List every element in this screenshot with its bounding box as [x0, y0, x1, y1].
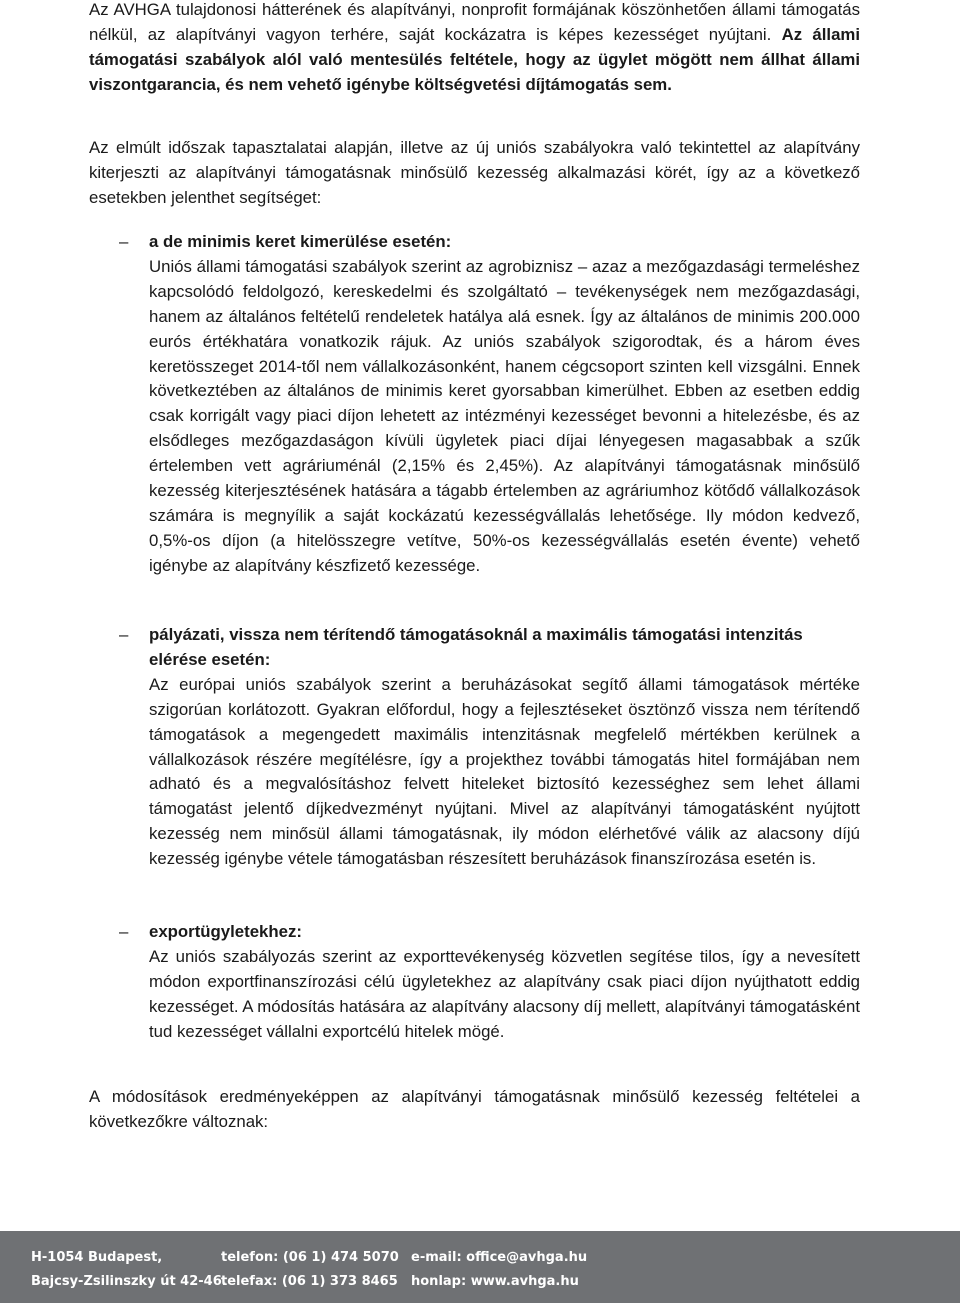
bullet-dash: –	[119, 232, 129, 251]
bullet-text: Uniós állami támogatási szabályok szerint az agrobiznisz – azaz a mezőgazdasági termeléshez kapcsolódó feldolgozó, kereskedelmi és szolgáltató – tevékenységek nem mezőgazdasági, hanem az általános feltételű rendeletek hatálya alá esnek. Így az általános de minimis 200.000 eurós értékhatára vonatkozik rájuk. Az uniós szabályok szigorodtak, és a három éves keretösszeget 2014-től nem vállalkozásonként, hanem cégcsoport szinten kell vizsgálni. Ennek következtében az általános de minimis keret gyorsabban kimerülhet. Ebben az esetben eddig csak korrigált vagy piaci díjon lehetett az intézményi kezességet bevonni a hitelezésbe, és az elsődleges mezőgazdaságon kívüli ügyletek piaci díjai lényegesen magasabbak a szűk értelemben vett agráriuménál (2,15% és 2,45%). Az alapítványi támogatásnak minősülő kezesség kiterjesztésének hatására a tágabb értelemben az agráriumhoz kötődő vállalkozások számára is megnyílik a saját kockázatú kezességvállalás lehetősége. Ily módon kedvező, 0,5%-os díjon (a hitelösszegre vetítve, 50%-os kezességvállalás esetén évente) vehető igénybe az alapítvány készfizető kezessége.	[149, 256, 860, 575]
bullet-text: Az európai uniós szabályok szerint a beruházásokat segítő állami támogatások mértéke szigorúan korlátozott. Gyakran előfordul, hogy a fejlesztéseket ösztönző vissza nem térítendő támogatások a megengedett maximális intenzitásnak megfelelő mértékben kerülnek a vállalkozások részére megítélésre, így a projekthez további támogatás hitel formájában nem adható és a megvalósításhoz felvett hiteleket biztosító kezességhez sem lehet állami támogatást jelentő díjkedvezményt nyújtani. Mivel az alapítványi támogatásként nyújtott kezesség nem minősül állami támogatásnak, ily módon elérhetővé válik az alacsony díjú kezesség igénybe vétele támogatásban részesített beruházások finanszírozása esetén is.	[149, 674, 860, 869]
phone-number: telefon: (06 1) 474 5070	[221, 1250, 399, 1265]
intro-paragraph	[89, 0, 860, 98]
bullet-heading: exportügyletekhez:	[149, 922, 302, 941]
list-item	[89, 623, 860, 872]
intro-bold-text: Az állami támogatási szabályok alól való mentesülés feltétele, hogy az ügylet mögött nem állhat állami viszontgarancia, és nem vehető igénybe költségvetési díjtámogatás sem.	[89, 24, 860, 94]
address-line-1: H-1054 Budapest,	[31, 1250, 163, 1265]
address-line-2: Bajcsy-Zsilinszky út 42-46.	[31, 1274, 227, 1289]
list-item	[89, 230, 860, 579]
bullet-text: Az uniós szabályozás szerint az exporttevékenység közvetlen segítése tilos, így a nevesített módon exportfinanszírozási célú ügyletekhez az alapítvány csak piaci díjon nyújthatott eddig kezességet. A módosítás hatására az alapítvány alacsony díj mellett, alapítványi támogatásként tud kezességet vállalni exportcélú hitelek mögé.	[149, 946, 860, 1041]
scope-paragraph: Az elmúlt időszak tapasztalatai alapján, illetve az új uniós szabályokra való tekintettel az alapítvány kiterjeszti az alapítványi támogatásnak minősülő kezesség alkalmazási körét, így az a következő esetekben jelenthet segítséget:	[89, 138, 860, 207]
intro-normal-text: Az AVHGA tulajdonosi hátterének és alapítványi, nonprofit formájának köszönhetően állami támogatás nélkül, az alapítványi vagyon terhére, saját kockázatra is képes kezességet nyújtani.	[89, 0, 860, 44]
page-footer	[0, 1231, 960, 1303]
footer-address	[31, 1246, 227, 1294]
website-address: honlap: www.avhga.hu	[411, 1274, 579, 1289]
footer-phones	[221, 1246, 399, 1294]
bullet-dash: –	[119, 625, 129, 644]
fax-number: telefax: (06 1) 373 8465	[221, 1274, 398, 1289]
email-address: e-mail: office@avhga.hu	[411, 1250, 588, 1265]
bullet-heading: pályázati, vissza nem térítendő támogatásoknál a maximális támogatási intenzitás elérése esetén:	[149, 625, 803, 669]
closing-paragraph: A módosítások eredményeképpen az alapítványi támogatásnak minősülő kezesség feltételei a következőkre változnak:	[89, 1087, 860, 1131]
bullet-heading: a de minimis keret kimerülése esetén:	[149, 232, 452, 251]
list-item	[89, 920, 860, 1045]
footer-contact	[411, 1246, 587, 1294]
bullet-dash: –	[119, 922, 129, 941]
